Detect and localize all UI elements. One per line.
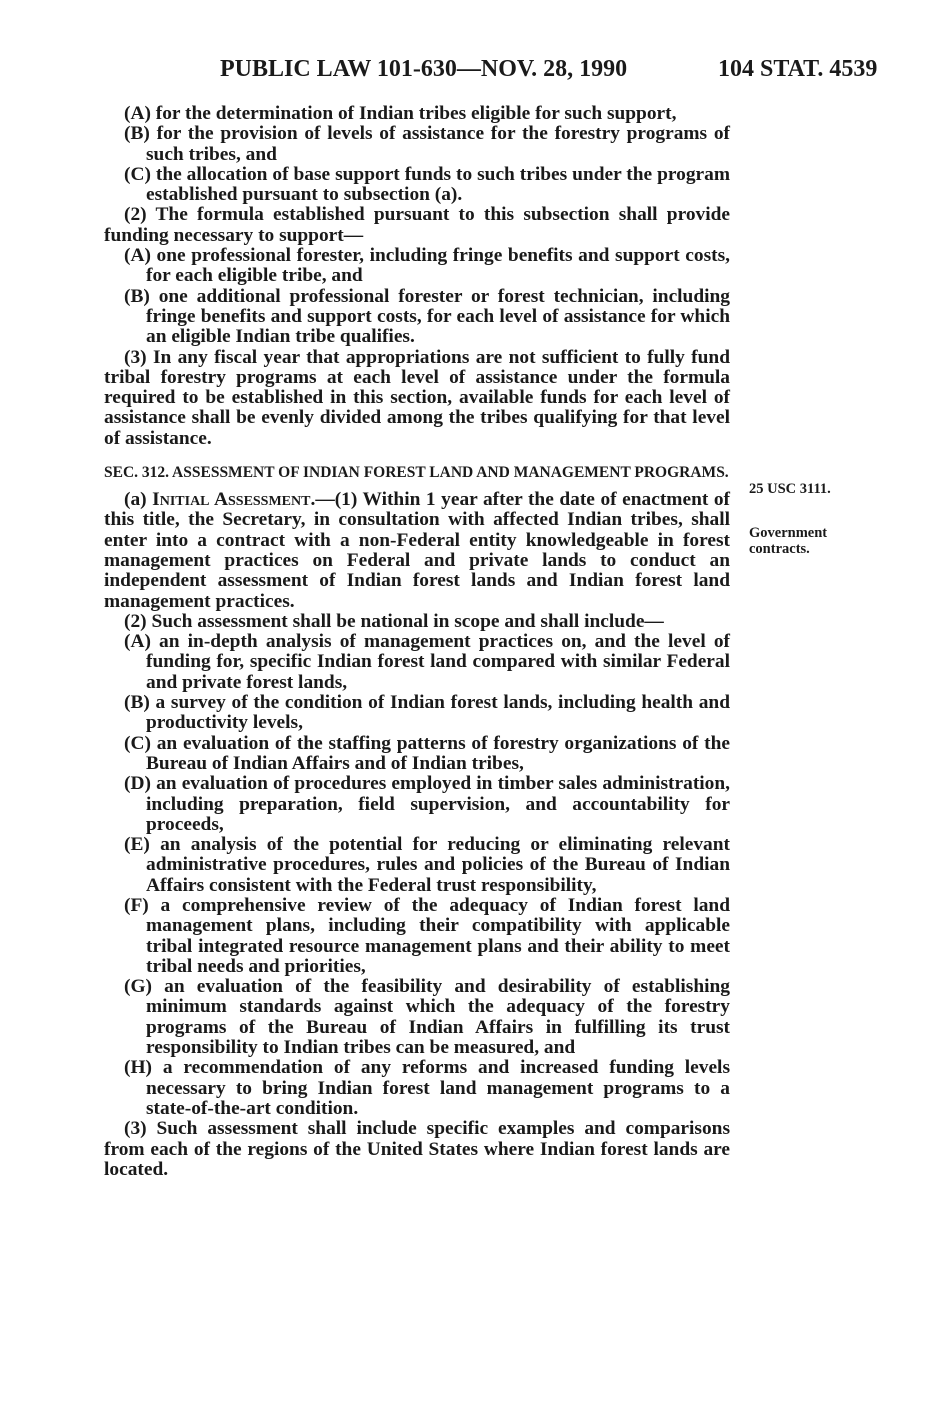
list-item-a: (A) an in-depth analysis of management practices on, and the level of funding for, specific Indian forest land compared with similar Federal and private forest lands,	[124, 631, 730, 693]
list-item-d: (D) an evaluation of procedures employed in timber sales administration, including preparation, field supervision, and accountability for proceeds,	[124, 773, 730, 835]
subsection-a	[104, 490, 730, 612]
running-header-title: PUBLIC LAW 101-630—NOV. 28, 1990	[220, 56, 628, 82]
subsection-a-text: —(1) Within 1 year after the date of enactment of this title, the Secretary, in consultation with affected Indian tribes, shall enter into a contract with a non-Federal entity knowledgeable in forest management practices on Federal and private lands to conduct an independent assessment of Indian forest lands and Indian forest land management practices.	[104, 489, 731, 612]
list-item-g: (G) an evaluation of the feasibility and desirability of establishing minimum standards against which the adequacy of the forestry programs of the Bureau of Indian Affairs in fulfilling its trust responsibility to Indian tribes can be measured, and	[124, 976, 730, 1059]
list-item-c: (C) an evaluation of the staffing patterns of forestry organizations of the Bureau of Indian Affairs and of Indian tribes,	[124, 732, 730, 774]
subsection-a-paragraph-3: (3) Such assessment shall include specific examples and comparisons from each of the regions of the United States where Indian forest lands are located.	[104, 1118, 730, 1180]
subsection-a-paragraph-2: (2) Such assessment shall be national in scope and shall include—	[124, 610, 664, 632]
paragraph-2-b: (B) one additional professional forester or forest technician, including fringe benefits and support costs, for each level of assistance for which an eligible Indian tribe qualifies.	[124, 285, 730, 348]
paragraph-1-c: (C) the allocation of base support funds to such tribes under the program established pursuant to subsection (a).	[124, 163, 730, 206]
paragraph-1-b: (B) for the provision of levels of assistance for the forestry programs of such tribes, and	[124, 123, 730, 165]
margin-note-government-contracts	[749, 525, 827, 557]
subsection-a-label: (a)	[124, 489, 153, 511]
running-header-stat-page: 104 STAT. 4539	[718, 56, 878, 82]
paragraph-3: (3) In any fiscal year that appropriations are not sufficient to fully fund tribal forestry programs at each level of assistance under the formula required to be established in this section, available funds for each level of assistance shall be evenly divided among the tribes qualifying for that level of assistance.	[104, 346, 730, 449]
list-item-f: (F) a comprehensive review of the adequacy of Indian forest land management plans, including their compatibility with applicable tribal integrated resource management plans and their ability to meet tribal needs and priorities,	[124, 894, 730, 977]
list-item-e: (E) an analysis of the potential for reducing or eliminating relevant administrative procedures, rules and policies of the Bureau of Indian Affairs consistent with the Federal trust responsibility,	[124, 834, 730, 896]
list-item-h: (H) a recommendation of any reforms and increased funding levels necessary to bring Indian forest land management programs to a state-of-the-art condition.	[124, 1057, 730, 1119]
paragraph-1-a: (A) for the determination of Indian tribes eligible for such support,	[124, 103, 677, 124]
statute-body-text	[104, 104, 730, 1180]
section-312-heading: SEC. 312. ASSESSMENT OF INDIAN FOREST LAND AND MANAGEMENT PROGRAMS.	[104, 464, 729, 482]
margin-note-usc-citation: 25 USC 3111.	[749, 481, 831, 497]
margin-note-line-1: Government	[749, 525, 828, 541]
subsection-a-heading: Initial Assessment.	[152, 489, 316, 511]
paragraph-2-a: (A) one professional forester, including fringe benefits and support costs, for each eligible tribe, and	[124, 245, 730, 287]
margin-note-line-2: contracts.	[749, 541, 810, 557]
list-item-b: (B) a survey of the condition of Indian forest lands, including health and productivity levels,	[124, 692, 730, 734]
paragraph-2: (2) The formula established pursuant to this subsection shall provide funding necessary to support—	[104, 204, 730, 246]
